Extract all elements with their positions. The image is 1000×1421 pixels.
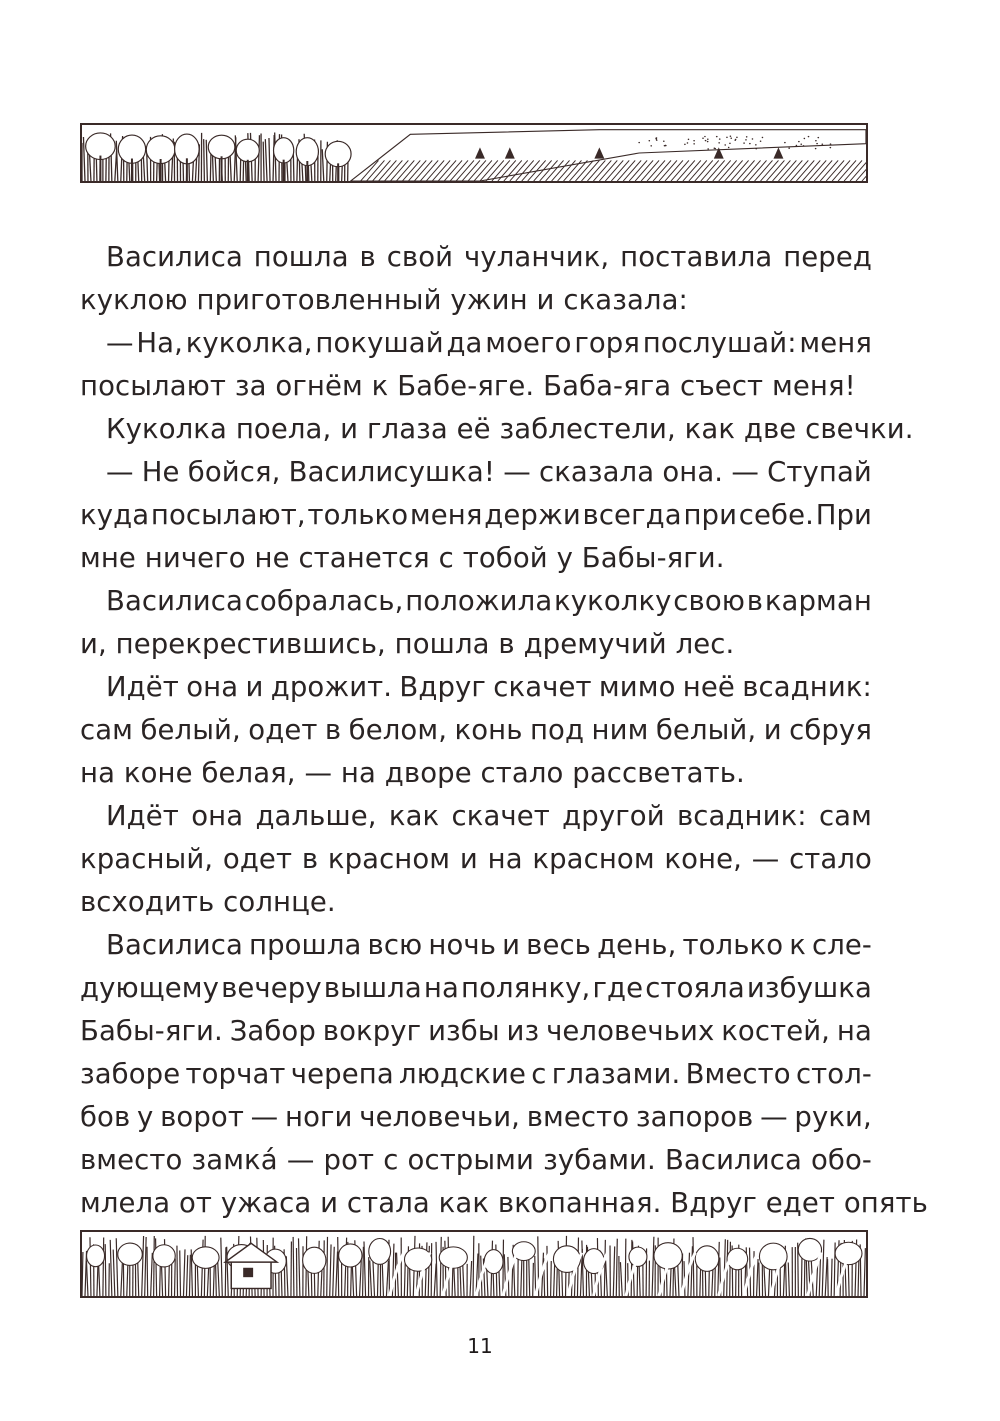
paragraph (80, 236, 872, 322)
text-line: на коне белая, — на дворе стало рассветать. (80, 757, 745, 789)
paragraph (80, 408, 914, 451)
text-line: сам белый, одет в белом, конь под ним белый, и сбруя (80, 714, 872, 746)
text-line: Василиса прошла всю ночь и весь день, только к сле- (106, 929, 872, 961)
paragraph (80, 795, 872, 924)
text-line: Василиса пошла в свой чуланчик, поставила перед (106, 241, 872, 273)
bottom-forest-hut-illustration (80, 1230, 868, 1298)
text-line: Идёт она и дрожит. Вдруг скачет мимо неё всадник: (106, 671, 872, 703)
paragraph (80, 322, 872, 408)
text-line: Бабы-яги. Забор вокруг избы из человечьих костей, на (80, 1015, 872, 1047)
paragraph (80, 451, 872, 580)
story-text (80, 236, 928, 1225)
text-line: дующему вечеру вышла на полянку, где стояла избушка (80, 972, 872, 1004)
text-line: — Не бойся, Василисушка! — сказала она. — Ступай (106, 456, 872, 488)
paragraph (80, 924, 928, 1225)
text-line: вместо замка́ — рот с острыми зубами. Василиса обо- (80, 1144, 872, 1176)
text-line: и, перекрестившись, пошла в дремучий лес. (80, 628, 735, 660)
text-line: бов у ворот — ноги человечьи, вместо запоров — руки, (80, 1101, 872, 1133)
text-line: всходить солнце. (80, 886, 336, 918)
text-line: — На, куколка, покушай да моего горя послушай: меня (106, 327, 872, 359)
text-line: млела от ужаса и стала как вкопанная. Вдруг едет опять (80, 1187, 928, 1219)
page-number: 11 (467, 1334, 493, 1358)
text-line: Василиса собралась, положила куколку свою в карман (106, 585, 872, 617)
paragraph (80, 580, 872, 666)
text-line: куклою приготовленный ужин и сказала: (80, 284, 688, 316)
text-line: посылают за огнём к Бабе-яге. Баба-яга съест меня! (80, 370, 856, 402)
text-line: мне ничего не станется с тобой у Бабы-яги. (80, 542, 725, 574)
text-line: Идёт она дальше, как скачет другой всадник: сам (106, 800, 872, 832)
paragraph (80, 666, 872, 795)
text-line: красный, одет в красном и на красном коне, — стало (80, 843, 872, 875)
top-landscape-illustration (80, 123, 868, 183)
text-line: куда посылают, только меня держи всегда при себе. При (80, 499, 872, 531)
text-line: Куколка поела, и глаза её заблестели, как две свечки. (106, 413, 914, 445)
text-line: заборе торчат черепа людские с глазами. Вместо стол- (80, 1058, 872, 1090)
